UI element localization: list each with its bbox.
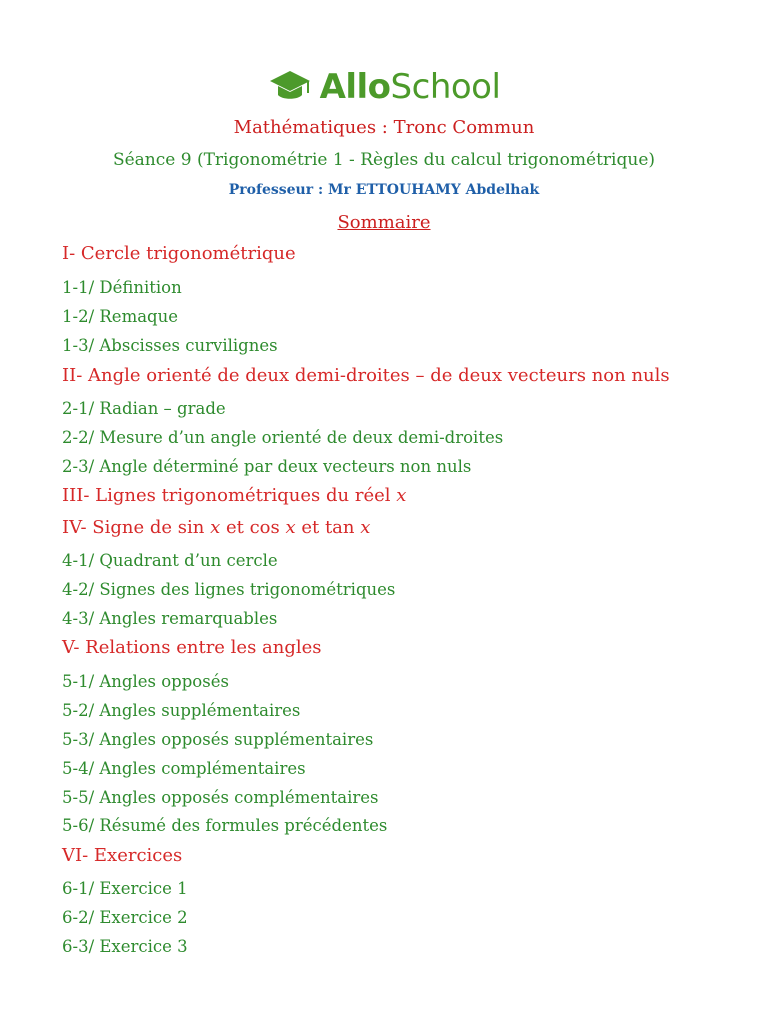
logo-text-light: School xyxy=(390,67,501,107)
toc-section-4-and: et xyxy=(220,517,250,538)
math-sin: sin xyxy=(177,517,205,538)
math-cos: cos xyxy=(249,517,280,538)
toc-section-4-prefix: IV- Signe de xyxy=(62,517,178,538)
teacher-name: Professeur : Mr ETTOUHAMY Abdelhak xyxy=(228,182,540,198)
toc-section-5[interactable]: V- Relations entre les angles xyxy=(62,637,322,658)
toc-item-5-2[interactable]: 5-2/ Angles supplémentaires xyxy=(62,701,301,720)
toc-item-5-6[interactable]: 5-6/ Résumé des formules précédentes xyxy=(62,816,388,835)
toc-item-5-1[interactable]: 5-1/ Angles opposés xyxy=(62,672,229,691)
toc-item-4-3[interactable]: 4-3/ Angles remarquables xyxy=(62,609,278,628)
toc-section-6[interactable]: VI- Exercices xyxy=(62,845,183,866)
toc-section-4[interactable] xyxy=(62,517,370,538)
session-title: Séance 9 (Trigonométrie 1 - Règles du calcul trigonométrique) xyxy=(112,150,656,170)
logo-text xyxy=(319,67,501,107)
toc-item-6-2[interactable]: 6-2/ Exercice 2 xyxy=(62,908,188,927)
math-tan: tan xyxy=(324,517,355,538)
graduation-cap-icon xyxy=(268,67,312,107)
logo-group xyxy=(268,67,501,107)
toc-item-1-2[interactable]: 1-2/ Remaque xyxy=(62,307,178,326)
toc-item-6-1[interactable]: 6-1/ Exercice 1 xyxy=(62,879,188,898)
toc-item-6-3[interactable]: 6-3/ Exercice 3 xyxy=(62,937,188,956)
math-variable-x: x xyxy=(210,517,221,538)
toc-item-2-1[interactable]: 2-1/ Radian – grade xyxy=(62,399,226,418)
toc-item-1-3[interactable]: 1-3/ Abscisses curvilignes xyxy=(62,336,278,355)
alloschool-logo[interactable] xyxy=(0,62,768,112)
toc-section-3-text: III- Lignes trigonométriques du réel xyxy=(62,485,397,506)
summary-heading[interactable]: Sommaire xyxy=(337,212,431,233)
math-variable-x: x xyxy=(285,517,296,538)
toc-section-1[interactable]: I- Cercle trigonométrique xyxy=(62,243,296,264)
toc-item-1-1[interactable]: 1-1/ Définition xyxy=(62,278,182,297)
toc-item-5-3[interactable]: 5-3/ Angles opposés supplémentaires xyxy=(62,730,374,749)
toc-section-2[interactable]: II- Angle orienté de deux demi-droites – de deux vecteurs non nuls xyxy=(62,365,670,386)
subject-title: Mathématiques : Tronc Commun xyxy=(233,117,535,138)
toc-section-3[interactable] xyxy=(62,485,406,506)
math-variable-x: x xyxy=(396,485,407,506)
math-variable-x: x xyxy=(360,517,371,538)
logo-text-bold: Allo xyxy=(319,67,391,107)
toc-item-5-5[interactable]: 5-5/ Angles opposés complémentaires xyxy=(62,788,379,807)
toc-item-2-3[interactable]: 2-3/ Angle déterminé par deux vecteurs non nuls xyxy=(62,457,472,476)
toc-item-2-2[interactable]: 2-2/ Mesure d’un angle orienté de deux demi-droites xyxy=(62,428,504,447)
toc-item-5-4[interactable]: 5-4/ Angles complémentaires xyxy=(62,759,306,778)
toc-section-4-and: et xyxy=(295,517,325,538)
toc-item-4-2[interactable]: 4-2/ Signes des lignes trigonométriques xyxy=(62,580,396,599)
toc-item-4-1[interactable]: 4-1/ Quadrant d’un cercle xyxy=(62,551,278,570)
